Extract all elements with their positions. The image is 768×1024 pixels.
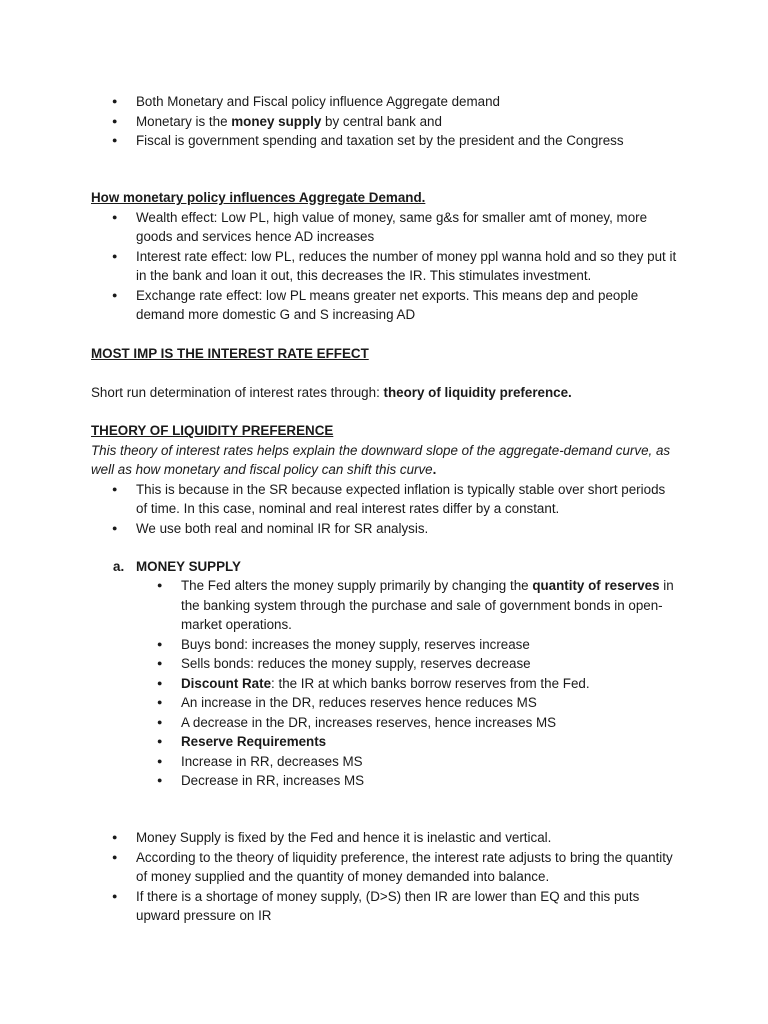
list-item: ● Wealth effect: Low PL, high value of money, same g&s for smaller amt of money, more goods and services hence AD increases <box>136 208 678 247</box>
list-item: ● Sells bonds: reduces the money supply, reserves decrease <box>181 654 678 674</box>
section-heading: How monetary policy influences Aggregate Demand. <box>91 190 426 205</box>
list-item: ● According to the theory of liquidity preference, the interest rate adjusts to bring the quantity of money supplied and the quantity of money demanded into balance. <box>136 848 678 887</box>
list-item: ● Discount Rate: the IR at which banks borrow reserves from the Fed. <box>181 674 678 694</box>
money-supply-section <box>91 576 678 791</box>
list-item: ● We use both real and nominal IR for SR analysis. <box>136 519 678 539</box>
theory-section <box>91 421 678 538</box>
list-item: ● The Fed alters the money supply primarily by changing the quantity of reserves in the banking system through the purchase and sale of government bonds in open-market operations. <box>181 576 678 635</box>
intro-section <box>91 92 678 151</box>
short-run-text: Short run determination of interest rates through: <box>91 385 384 400</box>
monetary-section <box>91 188 678 325</box>
list-item: ● Reserve Requirements <box>181 732 678 752</box>
theory-bullet-list <box>91 480 678 539</box>
intro-bullet-list <box>91 92 678 151</box>
list-letter: a. <box>113 559 125 574</box>
list-item: ● An increase in the DR, reduces reserves hence reduces MS <box>181 693 678 713</box>
list-item: ● Monetary is the money supply by central bank and <box>136 112 678 132</box>
money-supply-bullet-list <box>91 576 678 791</box>
list-item: ● This is because in the SR because expected inflation is typically stable over short periods of time. In this case, nominal and real interest rates differ by a constant. <box>136 480 678 519</box>
list-item: ● Both Monetary and Fiscal policy influence Aggregate demand <box>136 92 678 112</box>
money-supply-term: money supply <box>231 113 322 129</box>
list-item: ● Fiscal is government spending and taxation set by the president and the Congress <box>136 131 678 151</box>
list-item: ● Money Supply is fixed by the Fed and hence it is inelastic and vertical. <box>136 828 678 848</box>
short-run-term: theory of liquidity preference. <box>383 385 572 400</box>
section-heading: THEORY OF LIQUIDITY PREFERENCE <box>91 423 334 438</box>
list-item: ● Exchange rate effect: low PL means greater net exports. This means dep and people demand more domestic G and S increasing AD <box>136 286 678 325</box>
most-imp-section <box>91 344 678 364</box>
final-section <box>91 828 678 926</box>
list-item: ● Buys bond: increases the money supply, reserves increase <box>181 635 678 655</box>
list-item: ● Decrease in RR, increases MS <box>181 771 678 791</box>
final-bullet-list <box>91 828 678 926</box>
section-heading: MOST IMP IS THE INTEREST RATE EFFECT <box>91 346 369 361</box>
short-run-section <box>91 383 678 403</box>
monetary-bullet-list <box>91 208 678 325</box>
list-item: ● A decrease in the DR, increases reserves, hence increases MS <box>181 713 678 733</box>
theory-description: This theory of interest rates helps explain the downward slope of the aggregate-demand curve, as well as how monetary and fiscal policy can shift this curve. <box>91 442 671 477</box>
list-item: ● Increase in RR, decreases MS <box>181 752 678 772</box>
money-supply-heading: a. MONEY SUPPLY <box>113 557 241 577</box>
list-item: ● If there is a shortage of money supply, (D>S) then IR are lower than EQ and this puts upward pressure on IR <box>136 887 678 926</box>
list-item: ● Interest rate effect: low PL, reduces the number of money ppl wanna hold and so they put it in the bank and loan it out, this decreases the IR. This stimulates investment. <box>136 247 678 286</box>
